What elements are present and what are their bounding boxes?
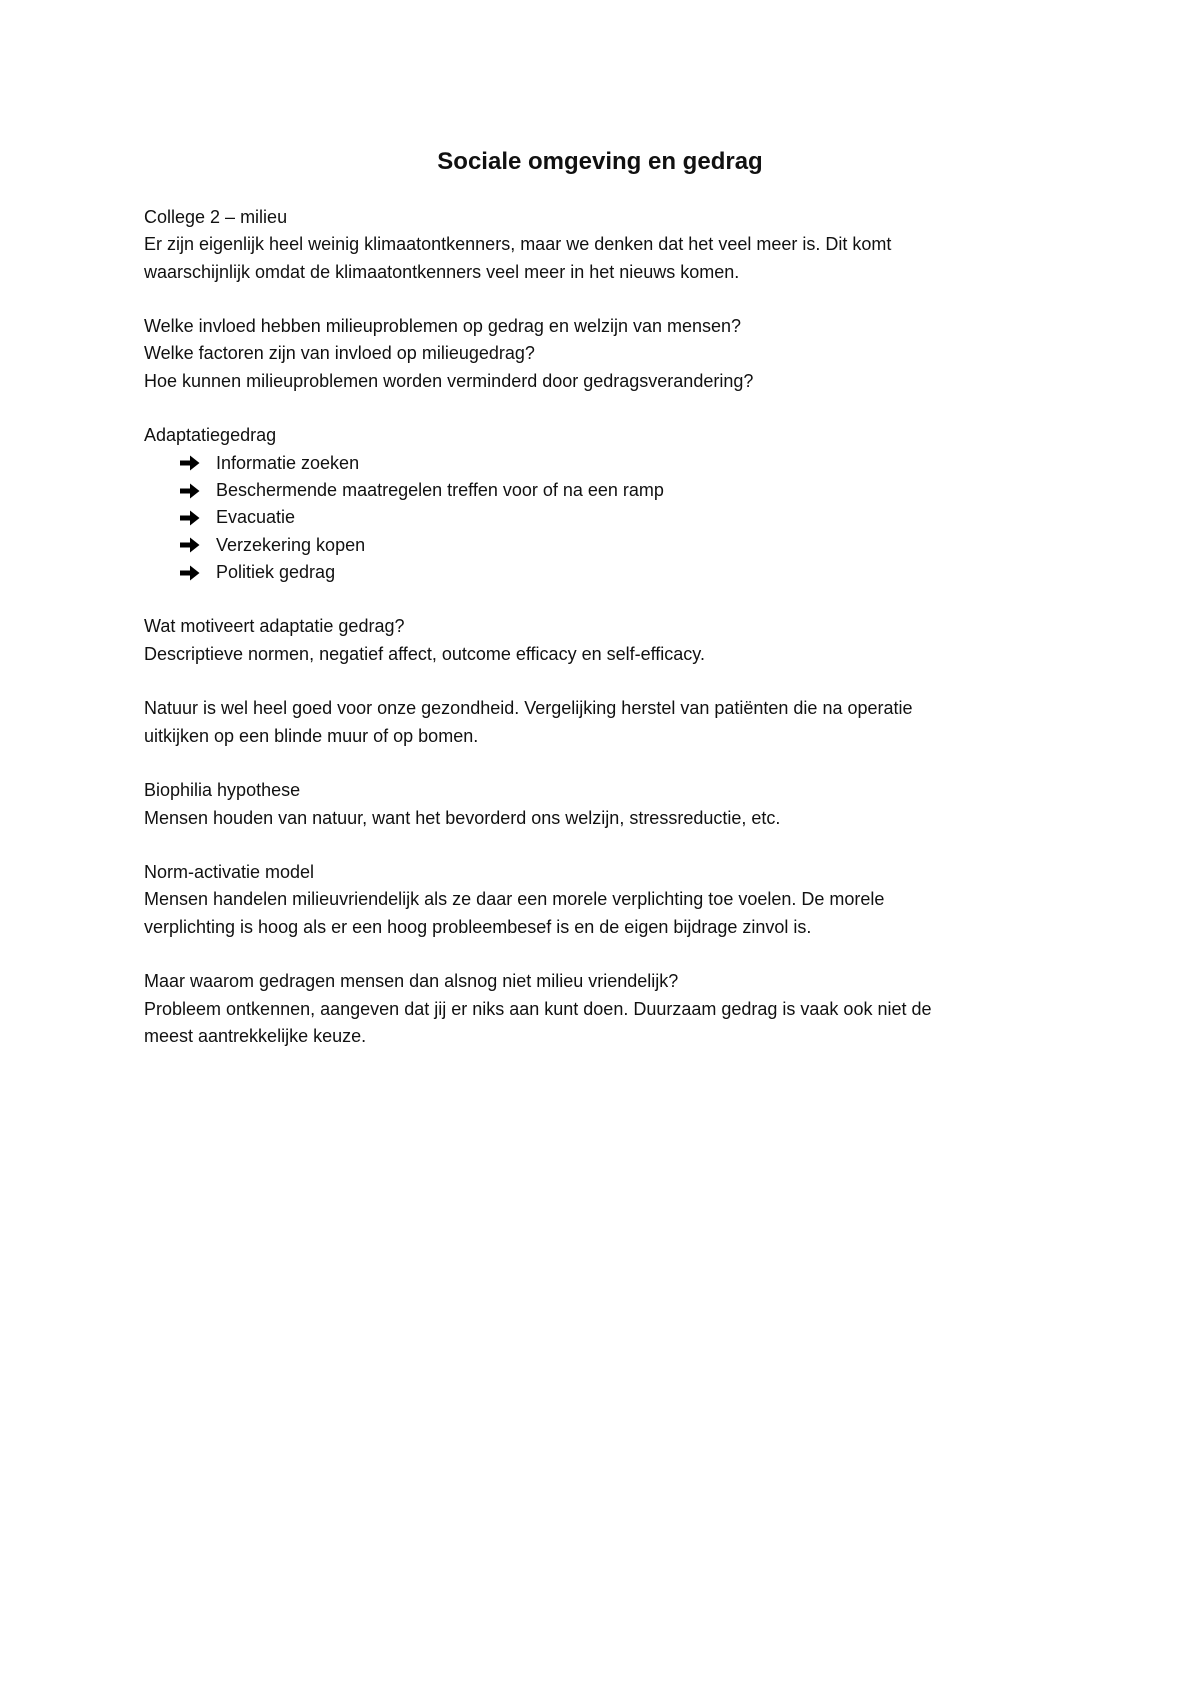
waarom-section (144, 968, 1064, 1050)
biophilia-heading: Biophilia hypothese (144, 780, 301, 801)
document-title: Sociale omgeving en gedrag (437, 148, 763, 175)
arrow-right-icon (179, 509, 201, 527)
list-item-label: Politiek gedrag (216, 561, 336, 582)
question-line: Welke invloed hebben milieuproblemen op gedrag en welzijn van mensen? (144, 316, 742, 337)
natuur-section (144, 695, 1064, 750)
natuur-line: uitkijken op een blinde muur of op bomen. (144, 725, 479, 746)
norm-section (144, 859, 1064, 941)
intro-line: Er zijn eigenlijk heel weinig klimaatontkenners, maar we denken dat het veel meer is. Dit komt (144, 234, 892, 255)
natuur-line: Natuur is wel heel goed voor onze gezondheid. Vergelijking herstel van patiënten die na operatie (144, 698, 913, 719)
question-line: Hoe kunnen milieuproblemen worden verminderd door gedragsverandering? (144, 370, 754, 391)
list-item-label: Informatie zoeken (216, 452, 360, 473)
arrow-right-icon (179, 564, 201, 582)
intro-section (144, 204, 1064, 286)
waarom-line: meest aantrekkelijke keuze. (144, 1025, 367, 1046)
adaptatie-section (144, 422, 1064, 586)
norm-line: Mensen handelen milieuvriendelijk als ze daar een morele verplichting toe voelen. De morele (144, 889, 885, 910)
list-item-label: Beschermende maatregelen treffen voor of na een ramp (216, 479, 664, 500)
waarom-line: Probleem ontkennen, aangeven dat jij er niks aan kunt doen. Duurzaam gedrag is vaak ook niet de (144, 998, 932, 1019)
norm-line: verplichting is hoog als er een hoog probleembesef is en de eigen bijdrage zinvol is. (144, 916, 812, 937)
adaptatie-heading: Adaptatiegedrag (144, 425, 277, 446)
list-item (144, 450, 1064, 477)
motivatie-question: Wat motiveert adaptatie gedrag? (144, 616, 405, 637)
arrow-right-icon (179, 482, 201, 500)
adaptatie-list (144, 450, 1064, 586)
list-item-label: Evacuatie (216, 507, 296, 528)
biophilia-text: Mensen houden van natuur, want het bevorderd ons welzijn, stressreductie, etc. (144, 807, 781, 828)
list-item (144, 504, 1064, 531)
arrow-right-icon (179, 536, 201, 554)
biophilia-section (144, 777, 1064, 832)
questions-section (144, 313, 1064, 395)
waarom-question: Maar waarom gedragen mensen dan alsnog niet milieu vriendelijk? (144, 971, 679, 992)
intro-heading: College 2 – milieu (144, 207, 288, 227)
list-item (144, 477, 1064, 504)
arrow-right-icon (179, 454, 201, 472)
list-item (144, 559, 1064, 586)
norm-heading: Norm-activatie model (144, 862, 315, 883)
list-item (144, 532, 1064, 559)
list-item-label: Verzekering kopen (216, 534, 366, 555)
motivatie-section (144, 613, 1064, 668)
intro-line: waarschijnlijk omdat de klimaatontkenners veel meer in het nieuws komen. (144, 261, 740, 282)
question-line: Welke factoren zijn van invloed op milieugedrag? (144, 343, 535, 364)
document-body (144, 204, 1064, 1078)
motivatie-answer: Descriptieve normen, negatief affect, outcome efficacy en self-efficacy. (144, 643, 705, 664)
